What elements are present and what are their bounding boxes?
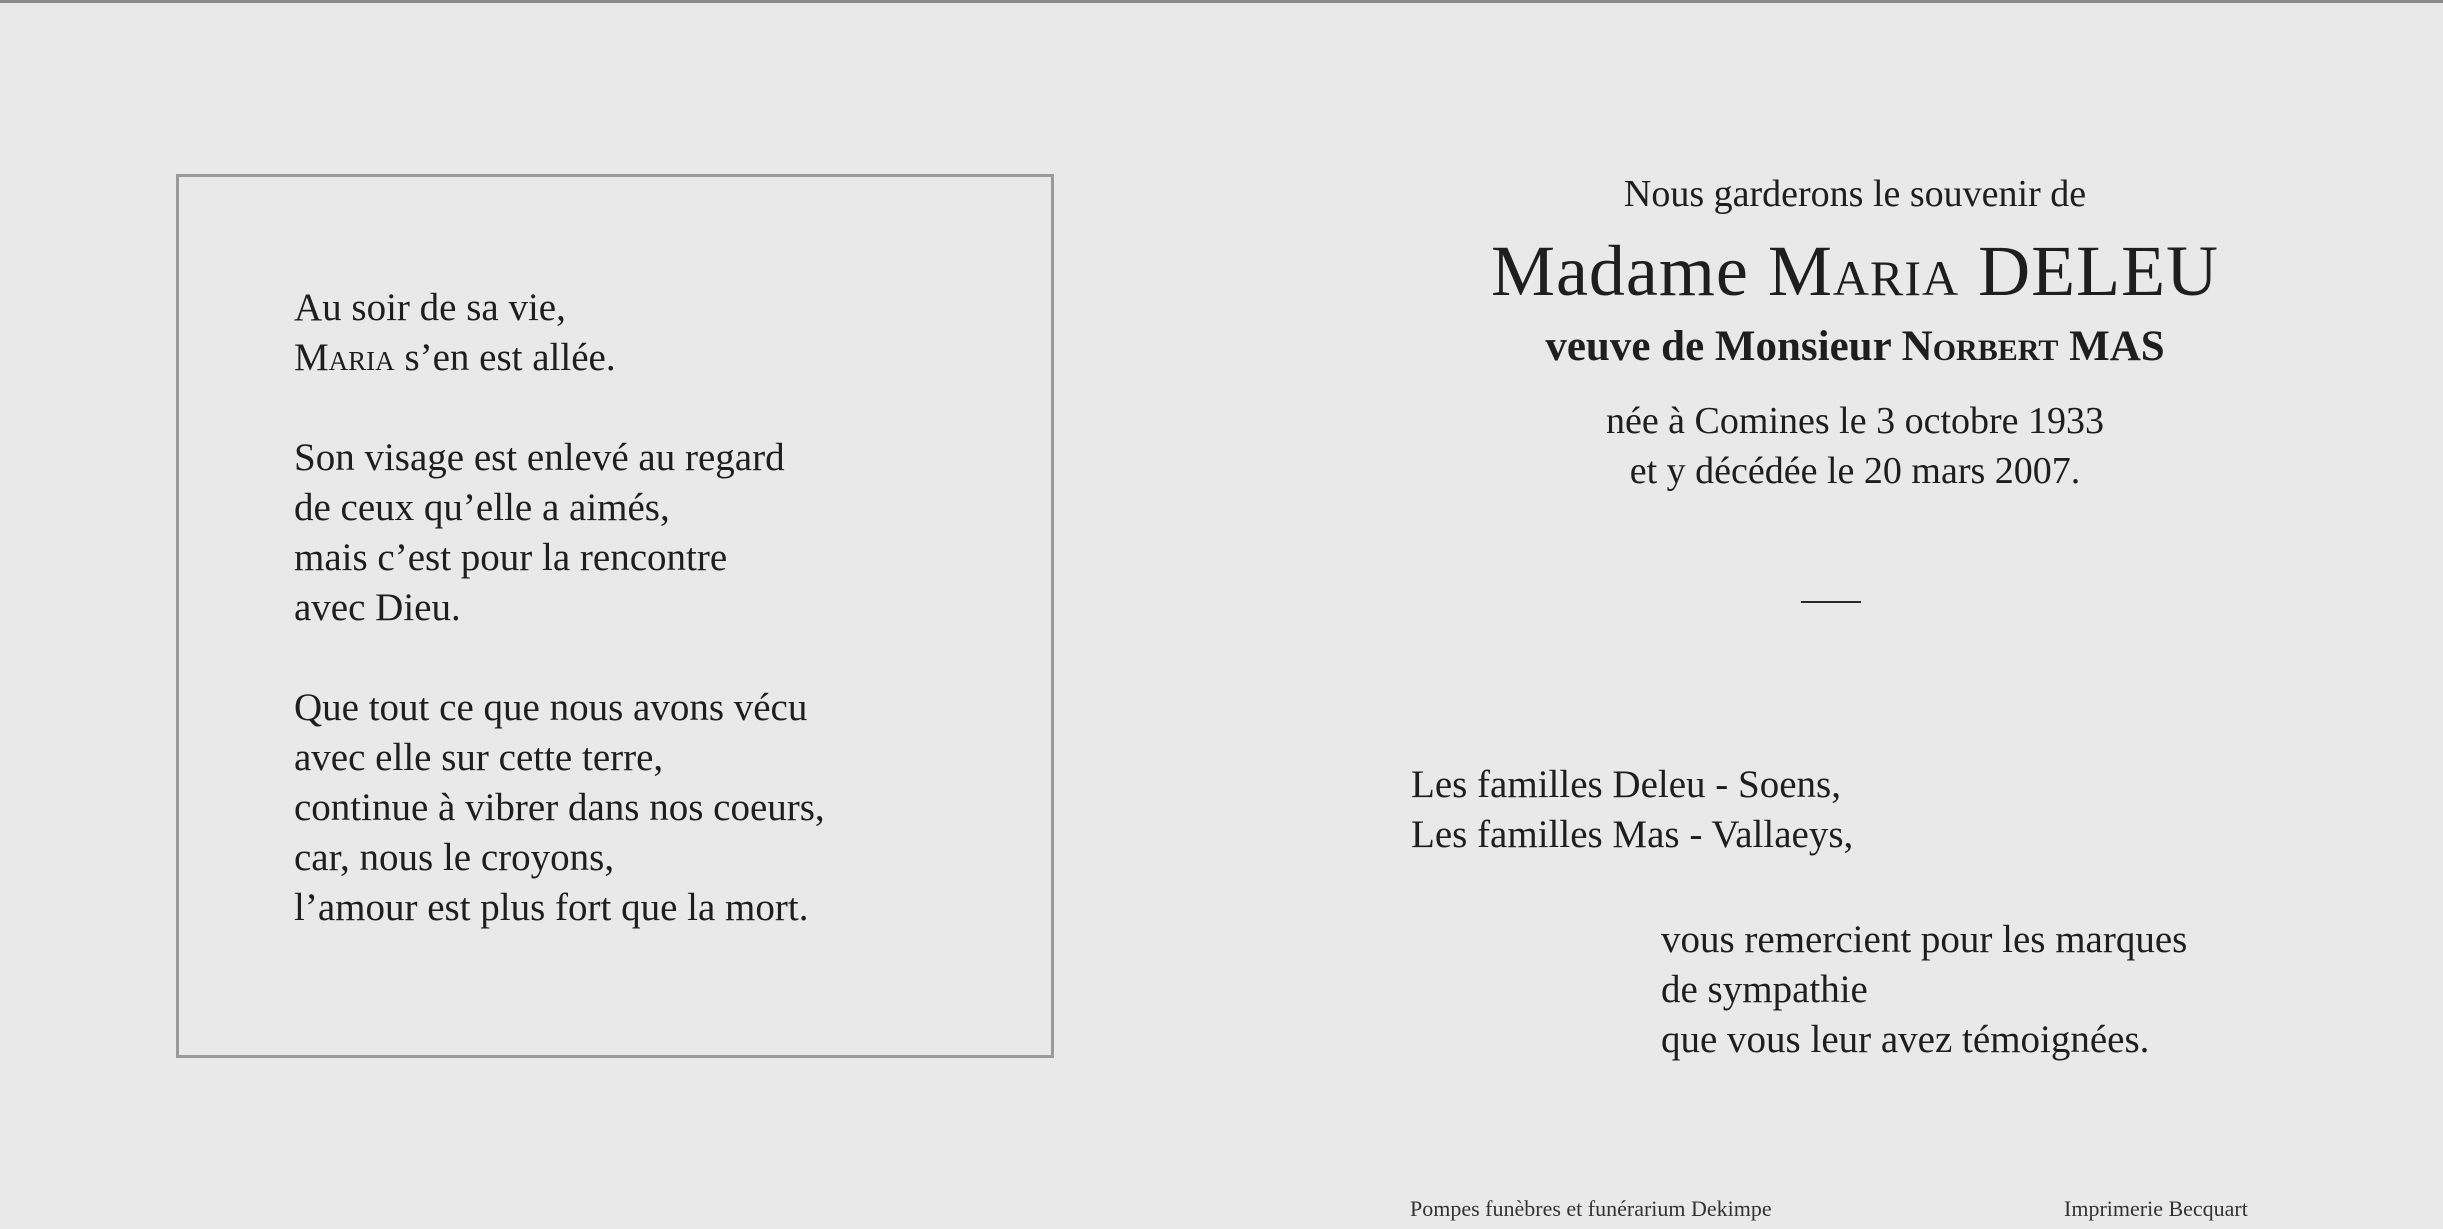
poem-line: avec Dieu. [294,586,461,629]
poem-line: avec elle sur cette terre, [294,736,664,779]
birth-death-lines [1300,396,2410,496]
widow-prefix: veuve de Monsieur [1545,323,1902,370]
name-first: Maria [1767,231,1960,311]
poem-line: Que tout ce que nous avons vécu [294,686,808,729]
poem-stanza-2 [294,433,825,633]
poem-line: Au soir de sa vie, [294,286,566,329]
poem-stanza-1 [294,283,825,383]
separator-rule [1801,601,1861,603]
thanks-line: de sympathie [1661,968,1868,1011]
thanks-line: que vous leur avez témoignées. [1661,1018,2150,1061]
thanks-line: vous remercient pour les marques [1661,918,2188,961]
poem-line: de ceux qu’elle a aimés, [294,486,670,529]
poem-line: continue à vibrer dans nos coeurs, [294,786,825,829]
widow-of-line [1300,322,2410,371]
printer-credit: Imprimerie Becquart [2064,1196,2248,1221]
poem-frame [176,174,1054,1058]
poem-line: Son visage est enlevé au regard [294,436,785,479]
poem-line: l’amour est plus fort que la mort. [294,886,809,929]
name-last: DELEU [1959,231,2220,311]
poem-line [294,333,825,383]
poem-line: car, nous le croyons, [294,836,615,879]
poem-name: Maria [294,336,395,379]
poem-text [294,283,825,983]
families-list [1411,760,1853,860]
family-line: Les familles Deleu - Soens, [1411,763,1841,806]
death-line: et y décédée le 20 mars 2007. [1629,450,2081,492]
poem-stanza-3 [294,683,825,933]
card-top-edge [0,0,2443,3]
birth-line: née à Comines le 3 octobre 1933 [1605,400,2105,442]
intro-text: Nous garderons le souvenir de [1623,173,2087,215]
poem-line: mais c’est pour la rencontre [294,536,728,579]
thanks-text [1661,915,2187,1065]
name-title: Madame [1490,231,1768,311]
funeral-home-credit: Pompes funèbres et funérarium Dekimpe [1410,1196,1772,1221]
husband-last-name: MAS [2058,323,2165,370]
deceased-name [1300,230,2410,313]
husband-first-name: Norbert [1901,323,2059,370]
poem-line-rest: s’en est allée. [394,336,616,379]
family-line: Les familles Mas - Vallaeys, [1411,813,1854,856]
